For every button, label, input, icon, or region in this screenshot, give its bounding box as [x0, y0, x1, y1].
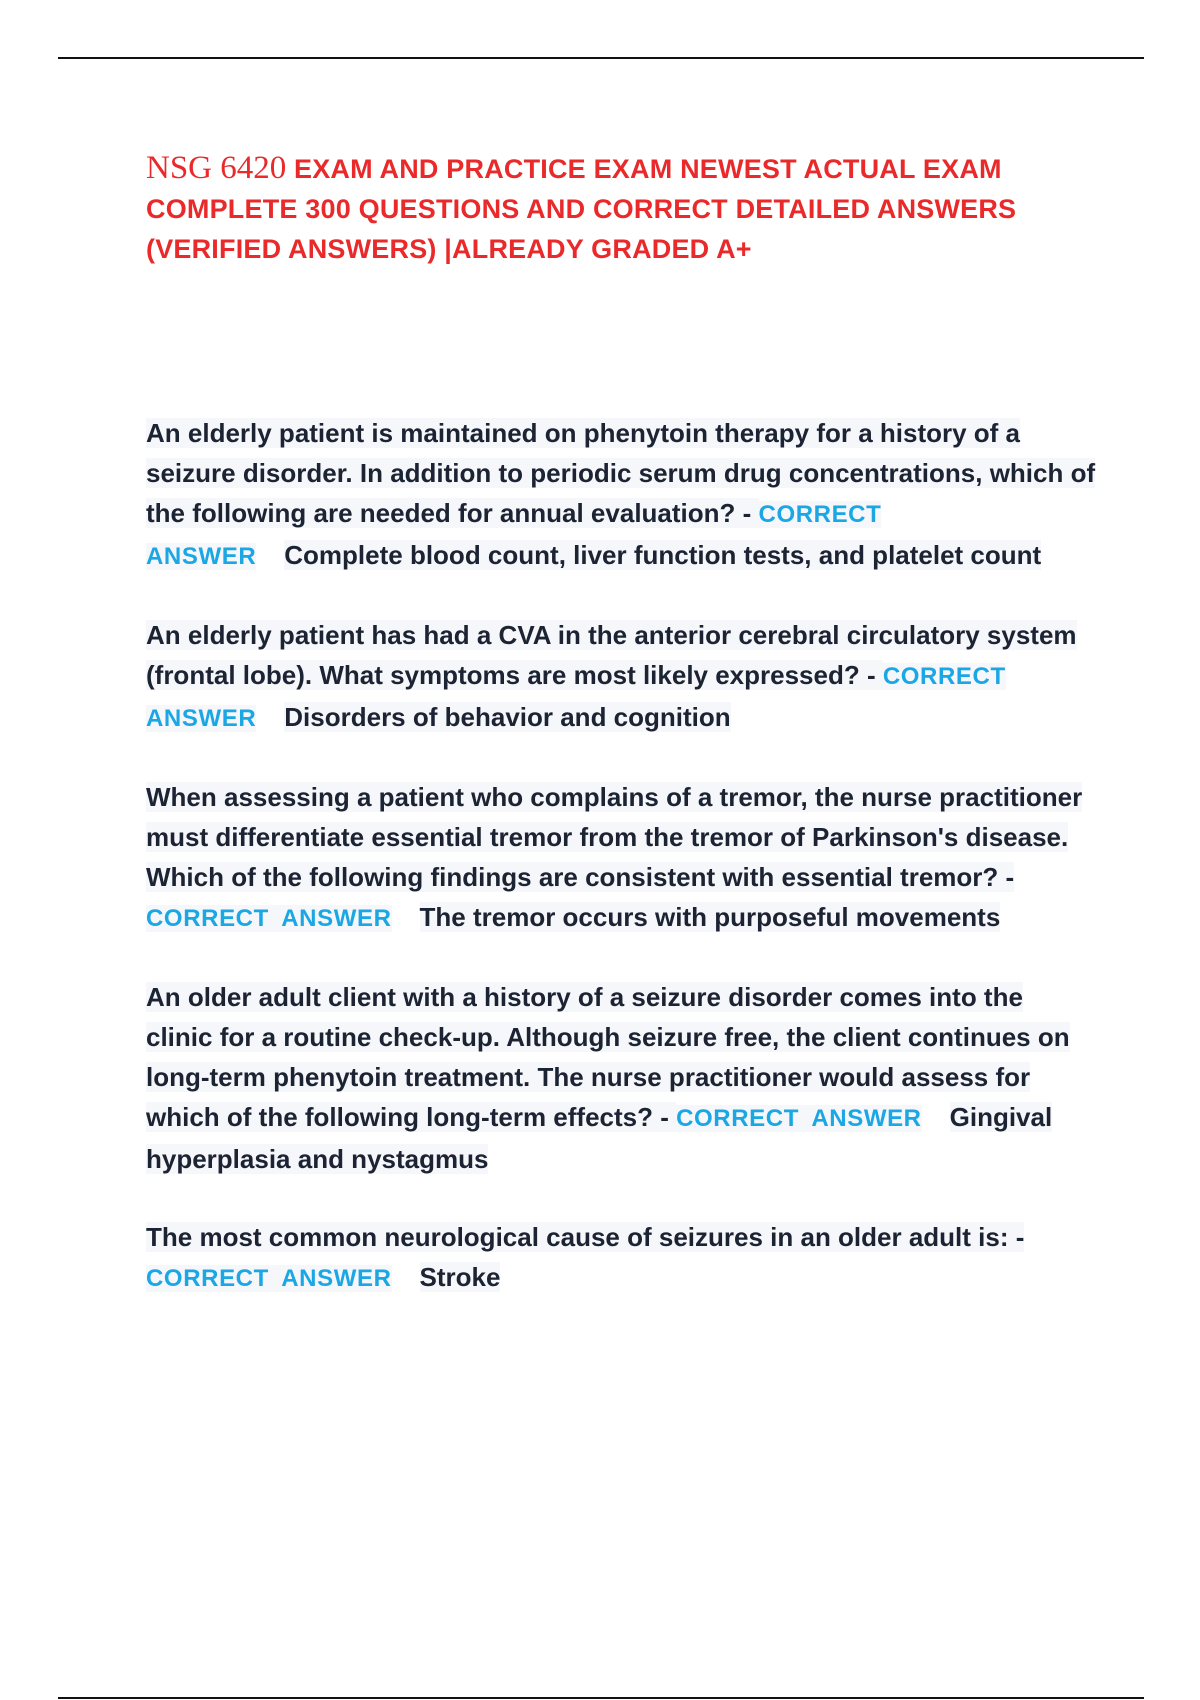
separator: -	[653, 1102, 677, 1132]
question-text: The most common neurological cause of seizures in an older adult is:	[146, 1222, 1009, 1252]
separator: -	[1008, 1222, 1025, 1252]
answer-text: Complete blood count, liver function tests, and platelet count	[284, 540, 1042, 570]
question-text: When assessing a patient who complains of a tremor, the nurse practitioner must differentiate essential tremor from the tremor of Parkinson's disease. Which of the following findings are consistent with essential tremor?	[146, 782, 1083, 892]
answer-text: Stroke	[419, 1262, 501, 1292]
correct-answer-tag: CORRECT ANSWER	[676, 1105, 922, 1132]
correct-answer-tag: CORRECT ANSWER	[146, 905, 392, 932]
answer-text: The tremor occurs with purposeful movements	[419, 902, 1001, 932]
correct-answer-tag: CORRECT ANSWER	[146, 501, 882, 570]
answer-text: Gingival hyperplasia and nystagmus	[146, 1102, 1053, 1174]
separator: -	[859, 660, 883, 690]
answer-text: Disorders of behavior and cognition	[284, 702, 731, 732]
document-body	[146, 148, 1096, 1337]
qa-item	[146, 777, 1096, 939]
top-rule	[58, 57, 1144, 59]
correct-answer-tag: CORRECT ANSWER	[146, 1265, 392, 1292]
question-text: An older adult client with a history of a seizure disorder comes into the clinic for a routine check-up. Although seizure free, the client continues on long-term phenytoin treatment. The nurse practitioner would assess for which of the following long-term effects?	[146, 982, 1070, 1132]
document-title	[146, 148, 1096, 269]
title-text: EXAM AND PRACTICE EXAM NEWEST ACTUAL EXAM COMPLETE 300 QUESTIONS AND CORRECT DETAILED ANSWERS (VERIFIED ANSWERS) |ALREADY GRADED A+	[146, 154, 1017, 264]
qa-item	[146, 1217, 1096, 1299]
qa-item	[146, 615, 1096, 739]
separator: -	[735, 498, 759, 528]
qa-item	[146, 977, 1096, 1179]
qa-item	[146, 413, 1096, 577]
question-text: An elderly patient has had a CVA in the anterior cerebral circulatory system (frontal lobe). What symptoms are most likely expressed?	[146, 620, 1077, 690]
question-text: An elderly patient is maintained on phenytoin therapy for a history of a seizure disorder. In addition to periodic serum drug concentrations, which of the following are needed for annual evaluation?	[146, 418, 1096, 528]
separator: -	[998, 862, 1015, 892]
qa-list	[146, 413, 1096, 1299]
bottom-rule	[58, 1697, 1144, 1699]
course-code: NSG 6420	[146, 150, 287, 186]
correct-answer-tag: CORRECT ANSWER	[146, 663, 1006, 732]
